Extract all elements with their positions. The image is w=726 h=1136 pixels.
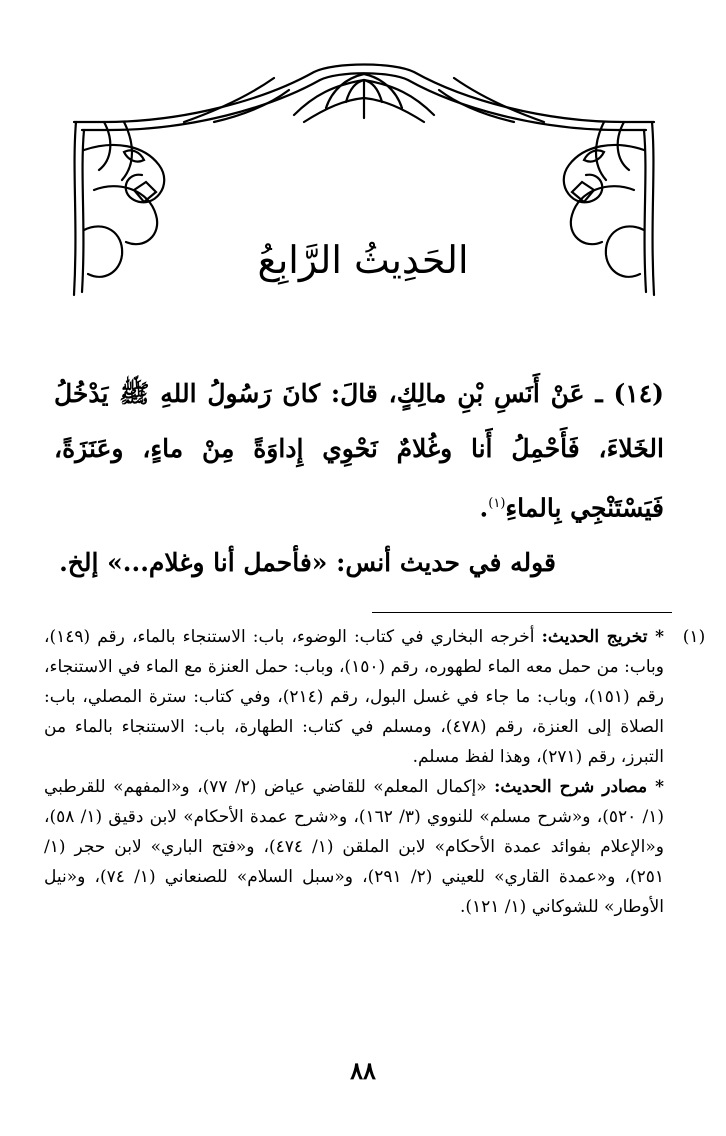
- hadith-text: (١٤) ـ عَنْ أَنَسِ بْنِ مالِكٍ، قالَ: كانَ رَسُولُ اللهِ ﷺ يَدْخُلُ الخَلاءَ، فَأَحْمِلُ أَنا وغُلامٌ نَحْوِي إِداوَةً مِنْ ماءٍ، وعَنَزَةً، فَيَسْتَنْجِي بِالماءِ: [54, 379, 664, 523]
- page-number: ٨٨: [350, 1056, 376, 1085]
- footnote-reference[interactable]: (١): [488, 496, 506, 511]
- takhrij-text: أخرجه البخاري في كتاب: الوضوء، باب: الاستنجاء بالماء، رقم (١٤٩)، وباب: من حمل معه الماء لطهوره، رقم (١٥٠)، وباب: حمل العنزة مع الماء في الاستنجاء، رقم (١٥١)، وباب: ما جاء في غسل البول، رقم (٢١٤)، وفي كتاب: سترة المصلي، باب: الصلاة إلى العنزة، رقم (٤٧٨)، ومسلم في كتاب: الطهارة، باب: الاستنجاء بالماء من التبرز، رقم (٢٧١)، وهذا لفظ مسلم.: [44, 627, 664, 767]
- chapter-title: الحَدِيثُ الرَّابِعُ: [257, 238, 469, 282]
- sources-text: «إكمال المعلم» للقاضي عياض (٢/ ٧٧)، و«المفهم» للقرطبي (١/ ٥٢٠)، و«شرح مسلم» للنووي (٣/ ١٦٢)، و«شرح عمدة الأحكام» لابن دقيق (١/ ٥٨)، و«الإعلام بفوائد عمدة الأحكام» لابن الملقن (١/ ٤٧٤)، و«فتح الباري» لابن حجر (١/ ٢٥١)، و«عمدة القاري» للعيني (٢/ ٢٩١)، و«سبل السلام» للصنعاني (١/ ٧٤)، و«نيل الأوطار» للشوكاني (١/ ١٢١).: [44, 777, 665, 917]
- footnote-block: [44, 622, 706, 922]
- takhrij-label: * تخريج الحديث:: [541, 627, 664, 647]
- sources-label: * مصادر شرح الحديث:: [494, 777, 665, 797]
- footnote-separator: [372, 612, 672, 613]
- section-heading: قوله في حديث أنس: «فأحمل أنا وغلام...» إلخ.: [59, 548, 556, 577]
- sources-paragraph: [44, 772, 664, 922]
- takhrij-paragraph: [44, 622, 664, 772]
- footnote-number: (١): [682, 627, 706, 647]
- hadith-text-block: (١٤) ـ عَنْ أَنَسِ بْنِ مالِكٍ، قالَ: كانَ رَسُولُ اللهِ ﷺ يَدْخُلُ الخَلاءَ، فَأَحْمِلُ أَنا وغُلامٌ نَحْوِي إِداوَةً مِنْ ماءٍ، وعَنَزَةً، فَيَسْتَنْجِي بِالماءِ$^{(١)}$.: [54, 379, 664, 523]
